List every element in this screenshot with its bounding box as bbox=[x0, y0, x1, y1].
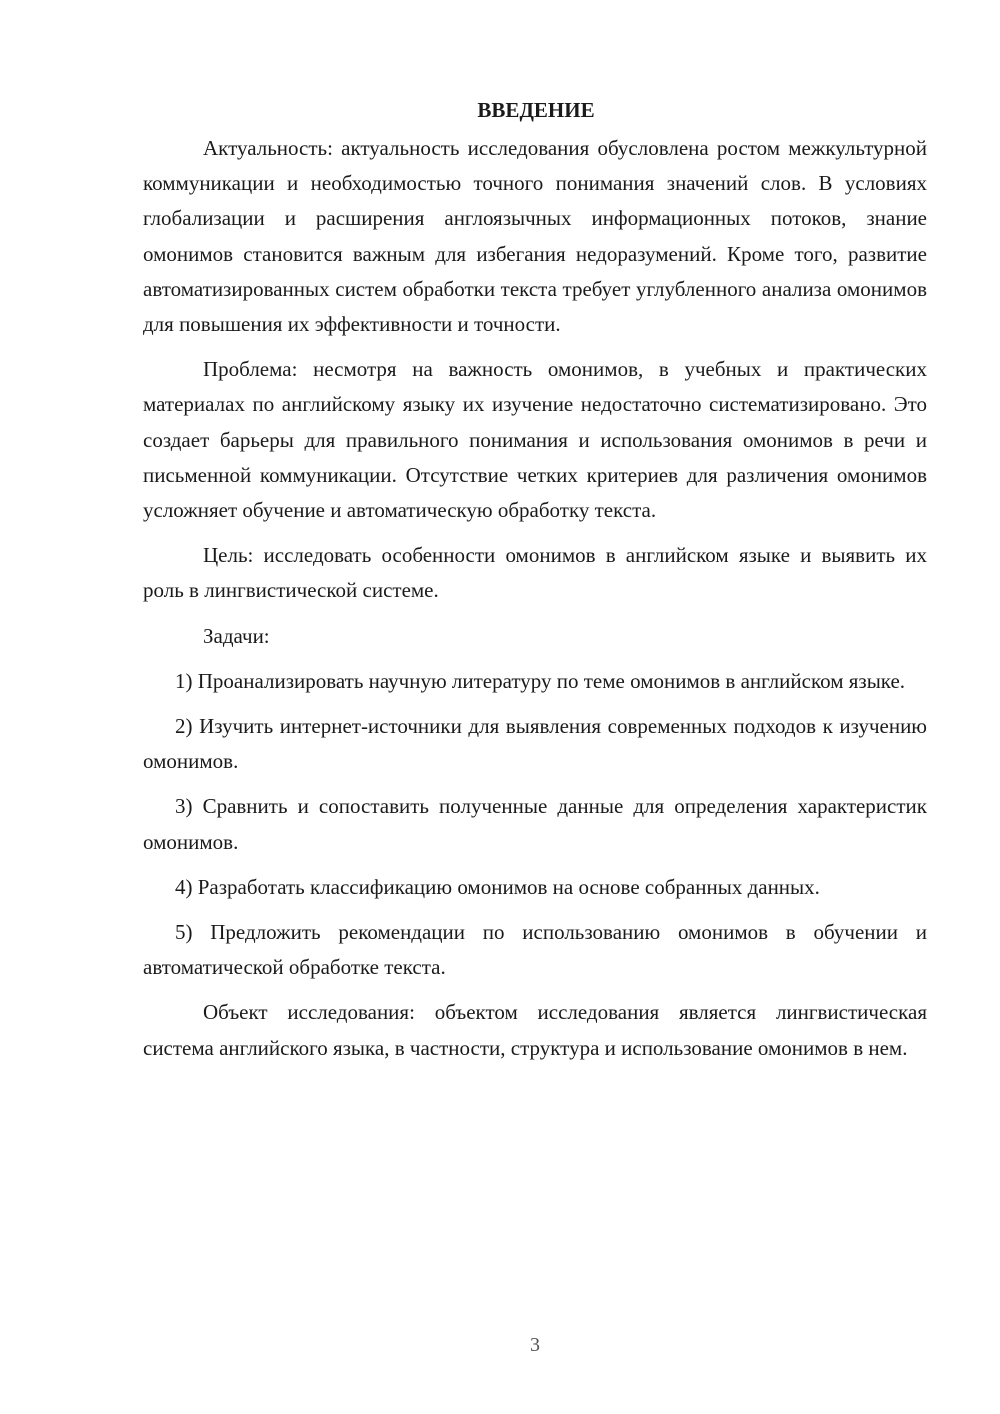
page-number: 3 bbox=[530, 1334, 540, 1356]
paragraph-problem: Проблема: несмотря на важность омонимов, в учебных и практических материалах по английскому языку их изучение недостаточно систематизировано. Это создает барьеры для правильного понимания и использования омонимов в речи и письменной коммуникации. Отсутствие четких критериев для различения омонимов усложняет обучение и автоматическую обработку текста. bbox=[143, 357, 927, 523]
task-item-3: 3) Сравнить и сопоставить полученные данные для определения характеристик омонимов. bbox=[143, 794, 927, 854]
task-item-5: 5) Предложить рекомендации по использованию омонимов в обучении и автоматической обработке текста. bbox=[143, 920, 927, 980]
paragraph-relevance: Актуальность: актуальность исследования обусловлена ростом межкультурной коммуникации и необходимостью точного понимания значений слов. В условиях глобализации и расширения англоязычных информационных потоков, знание омонимов становится важным для избегания недоразумений. Кроме того, развитие автоматизированных систем обработки текста требует углубленного анализа омонимов для повышения их эффективности и точности. bbox=[143, 136, 927, 337]
document-page bbox=[143, 92, 927, 1076]
paragraph-object: Объект исследования: объектом исследования является лингвистическая система английского языка, в частности, структура и использование омонимов в нем. bbox=[143, 1000, 927, 1060]
task-item-2: 2) Изучить интернет-источники для выявления современных подходов к изучению омонимов. bbox=[143, 714, 927, 774]
paragraph-tasks-heading: Задачи: bbox=[203, 623, 270, 648]
paragraph-goal: Цель: исследовать особенности омонимов в английском языке и выявить их роль в лингвистической системе. bbox=[143, 543, 927, 603]
task-item-1: 1) Проанализировать научную литературу по теме омонимов в английском языке. bbox=[175, 668, 906, 693]
section-heading: ВВЕДЕНИЕ bbox=[477, 98, 595, 122]
task-item-4: 4) Разработать классификацию омонимов на основе собранных данных. bbox=[175, 874, 820, 899]
